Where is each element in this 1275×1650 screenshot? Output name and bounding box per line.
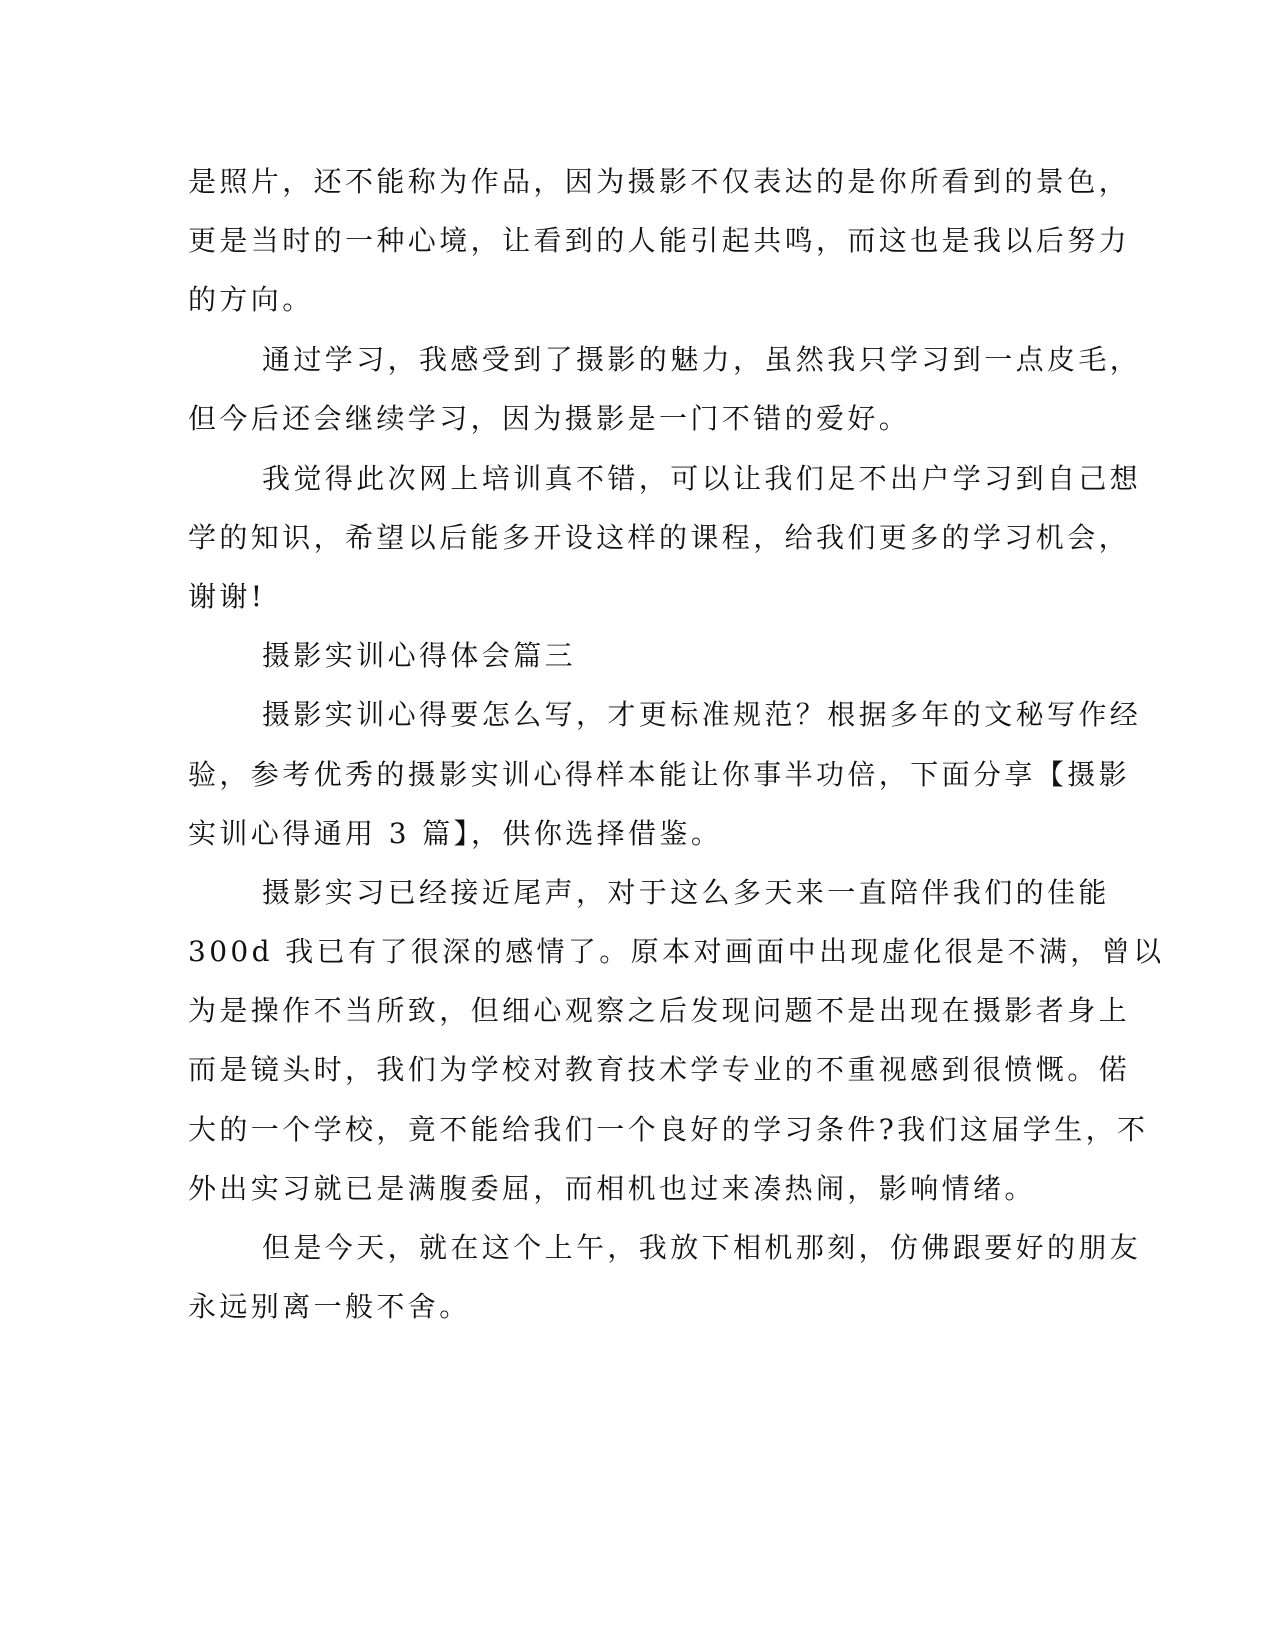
text-line: 而是镜头时，我们为学校对教育技术学专业的不重视感到很愤慨。偌 [188, 1053, 1131, 1086]
text-line: 学的知识，希望以后能多开设这样的课程，给我们更多的学习机会， [188, 521, 1131, 554]
text-line: 的方向。 [188, 283, 314, 316]
text-line: 通过学习，我感受到了摄影的魅力，虽然我只学习到一点皮毛， [262, 343, 1142, 376]
text-line: 实训心得通用 3 篇】，供你选择借鉴。 [188, 817, 723, 850]
text-line: 外出实习就已是满腹委屈，而相机也过来凑热闹，影响情绪。 [188, 1172, 1036, 1205]
text-line: 为是操作不当所致，但细心观察之后发现问题不是出现在摄影者身上 [188, 994, 1131, 1027]
text-line: 是照片，还不能称为作品，因为摄影不仅表达的是你所看到的景色， [188, 165, 1131, 198]
text-line: 但是今天，就在这个上午，我放下相机那刻，仿佛跟要好的朋友 [262, 1231, 1142, 1264]
text-line: 更是当时的一种心境，让看到的人能引起共鸣，而这也是我以后努力 [188, 224, 1131, 257]
text-line: 我觉得此次网上培训真不错，可以让我们足不出户学习到自己想 [262, 462, 1142, 495]
text-line: 谢谢! [188, 580, 266, 613]
text-line: 摄影实训心得要怎么写，才更标准规范？根据多年的文秘写作经 [262, 698, 1142, 731]
text-line: 300d 我已有了很深的感情了。原本对画面中出现虚化很是不满，曾以 [188, 935, 1165, 968]
text-line: 验，参考优秀的摄影实训心得样本能让你事半功倍，下面分享【摄影 [188, 758, 1131, 791]
text-line: 大的一个学校，竟不能给我们一个良好的学习条件?我们这届学生，不 [188, 1113, 1149, 1146]
text-line: 摄影实习已经接近尾声，对于这么多天来一直陪伴我们的佳能 [262, 876, 1110, 909]
section-heading: 摄影实训心得体会篇三 [262, 639, 577, 672]
text-line: 永远别离一般不舍。 [188, 1290, 471, 1323]
text-line: 但今后还会继续学习，因为摄影是一门不错的爱好。 [188, 402, 911, 435]
